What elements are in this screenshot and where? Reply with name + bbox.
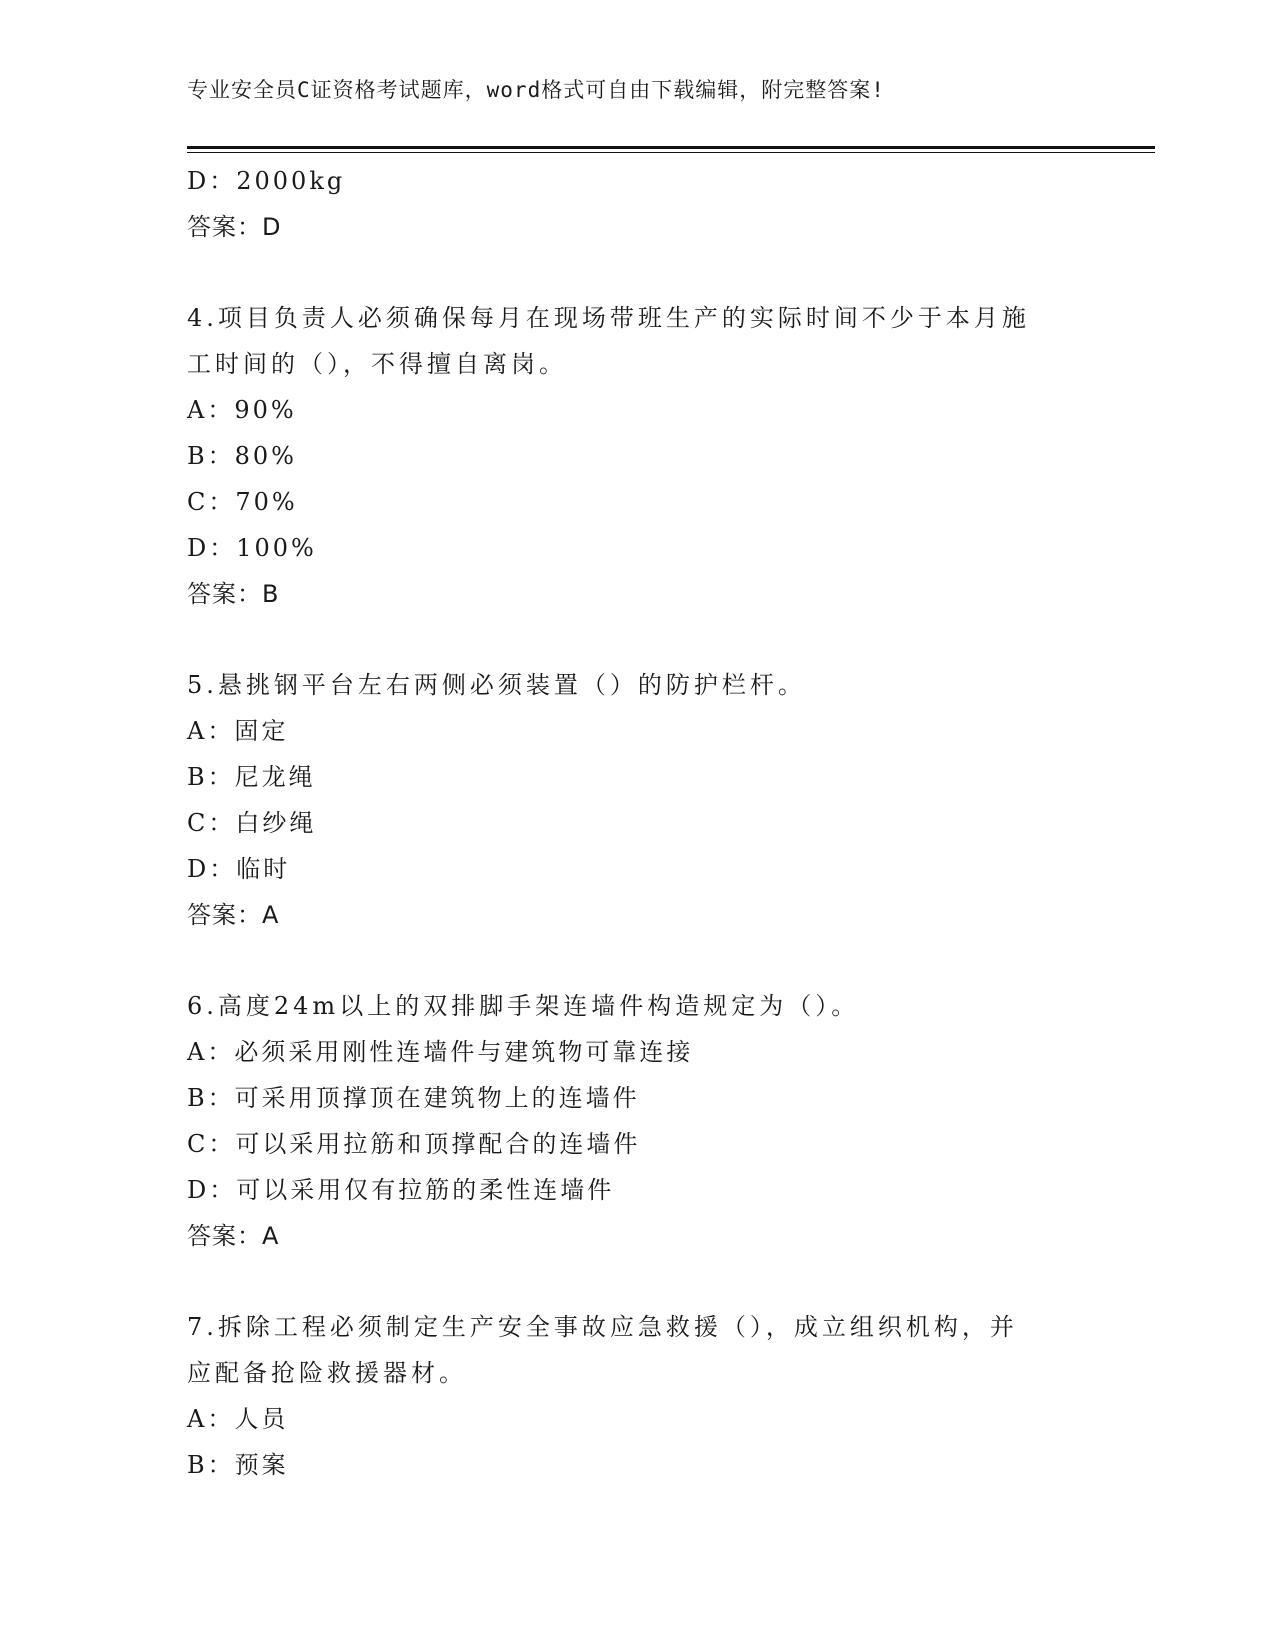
option-a: A：人员 — [187, 1405, 289, 1433]
header-rule — [187, 146, 1155, 149]
header-rule-thin — [187, 152, 1155, 153]
option-d: D：可以采用仅有拉筋的柔性连墙件 — [187, 1176, 615, 1204]
answer-line: 答案：A — [187, 1222, 280, 1250]
question-stem-line: 4.项目负责人必须确保每月在现场带班生产的实际时间不少于本月施 — [187, 304, 1030, 332]
question-6-stem — [187, 983, 1087, 1029]
option-d: D：100% — [187, 534, 317, 562]
question-list — [187, 158, 1087, 1488]
option-c: C：白纱绳 — [187, 809, 317, 837]
option-c: C：70% — [187, 488, 298, 516]
option-b: B：预案 — [187, 1451, 289, 1479]
question-stem-line: 7.拆除工程必须制定生产安全事故应急救援（），成立组织机构，并 — [187, 1313, 1018, 1341]
question-7-stem — [187, 1304, 1087, 1396]
answer-line: 答案：A — [187, 901, 280, 929]
question-stem-line: 工时间的（），不得擅自离岗。 — [187, 350, 567, 378]
question-stem-line: 应配备抢险救援器材。 — [187, 1359, 467, 1387]
answer-line: 答案：B — [187, 580, 280, 608]
option-d: D：临时 — [187, 855, 291, 883]
option-d: D：2000kg — [187, 167, 346, 195]
question-stem-line: 6.高度24m以上的双排脚手架连墙件构造规定为（）。 — [187, 992, 860, 1020]
question-stem-line: 5.悬挑钢平台左右两侧必须装置（）的防护栏杆。 — [187, 671, 806, 699]
option-a: A：90% — [187, 396, 297, 424]
question-5-stem — [187, 662, 1087, 708]
option-a: A：必须采用刚性连墙件与建筑物可靠连接 — [187, 1038, 694, 1066]
question-4-stem — [187, 295, 1087, 387]
answer-line: 答案：D — [187, 213, 282, 241]
option-c: C：可以采用拉筋和顶撑配合的连墙件 — [187, 1130, 641, 1158]
option-b: B：80% — [187, 442, 297, 470]
option-a: A：固定 — [187, 717, 289, 745]
page-header: 专业安全员C证资格考试题库，word格式可自由下载编辑，附完整答案! — [187, 78, 885, 102]
option-b: B：尼龙绳 — [187, 763, 316, 791]
option-b: B：可采用顶撑顶在建筑物上的连墙件 — [187, 1084, 640, 1112]
